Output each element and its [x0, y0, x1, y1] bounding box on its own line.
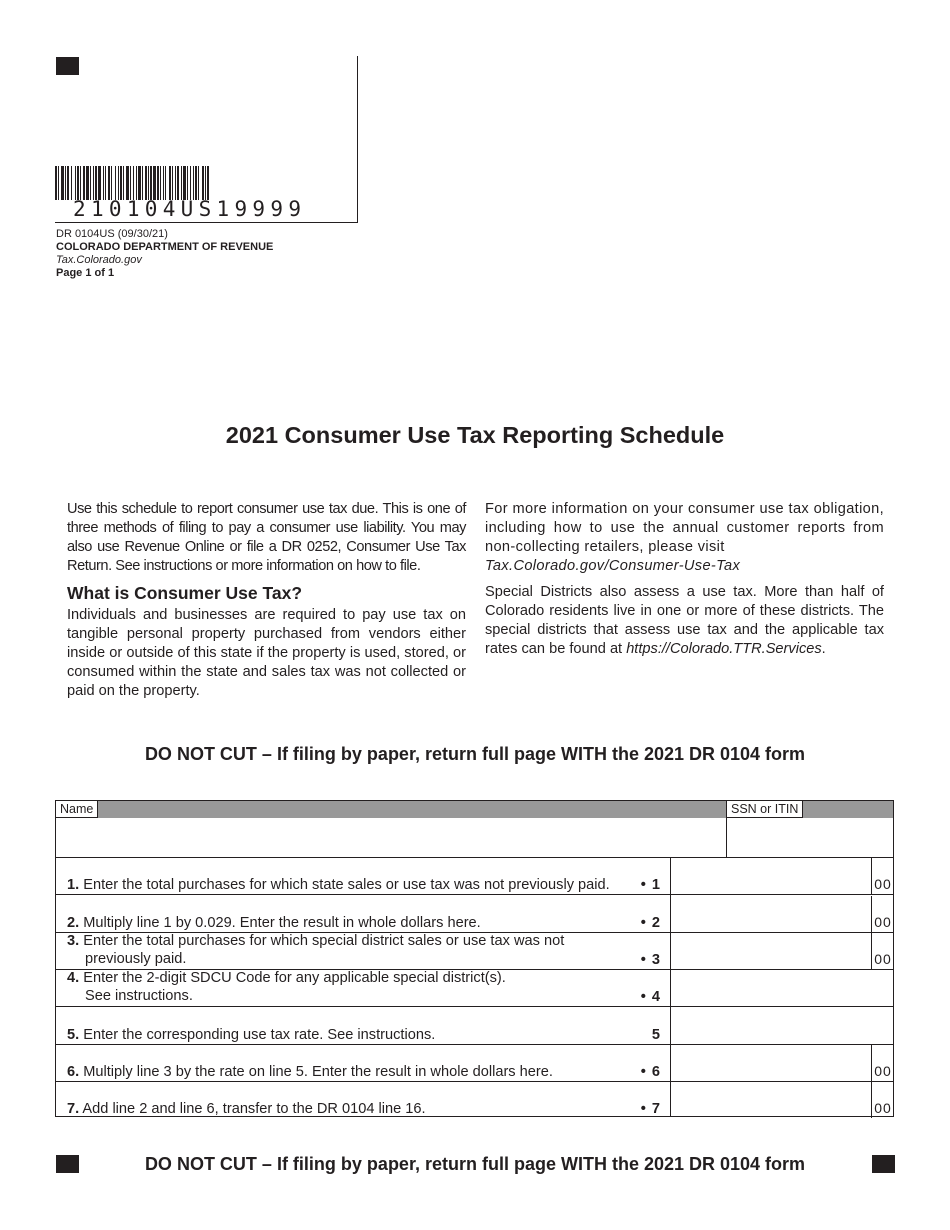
barcode-bar — [75, 166, 76, 200]
line-number: 5. — [67, 1027, 80, 1043]
reference-number: 6 — [651, 1064, 660, 1080]
line-text: Enter the total purchases for which state sales or use tax was not previously paid. — [83, 877, 610, 893]
barcode-bar — [115, 166, 116, 200]
barcode-bar — [190, 166, 191, 200]
barcode-bar — [145, 166, 147, 200]
reference-number: 3 — [651, 952, 660, 968]
barcode-bar — [142, 166, 143, 200]
barcode-bar — [93, 166, 94, 200]
barcode-bar — [111, 166, 112, 200]
barcode-bar — [148, 166, 149, 200]
cents-divider — [871, 858, 872, 894]
barcode-bar — [67, 166, 69, 200]
barcode-bar — [95, 166, 97, 200]
row-rule — [56, 1044, 893, 1045]
consumer-use-tax-link[interactable]: Tax.Colorado.gov/Consumer-Use-Tax — [485, 558, 741, 574]
sentence-end: . — [821, 641, 826, 657]
name-field[interactable] — [58, 820, 722, 855]
barcode-bar — [181, 166, 182, 200]
bullet-icon: • — [640, 915, 646, 931]
page-number: Page 1 of 1 — [56, 267, 115, 279]
line-4-reference — [616, 988, 660, 1006]
right-column — [485, 500, 884, 659]
barcode-bar — [187, 166, 188, 200]
special-districts-paragraph: Special Districts also assess a use tax. More than half of Colorado residents live in one or more of these districts. The special districts that assess use tax and the applicable tax rates can be found at — [485, 584, 884, 657]
barcode-bar — [175, 166, 176, 200]
cents-placeholder: 00 — [874, 876, 892, 892]
form-id: DR 0104US (09/30/21) — [56, 228, 168, 240]
line-text: Enter the total purchases for which special district sales or use tax was not — [83, 933, 565, 949]
bullet-icon: • — [640, 989, 646, 1005]
line-number: 2. — [67, 915, 80, 931]
barcode-bar — [163, 166, 164, 200]
barcode-bar — [183, 166, 186, 200]
barcode-bar — [77, 166, 79, 200]
barcode-bar — [165, 166, 166, 200]
barcode-bar — [198, 166, 199, 200]
cents-placeholder: 00 — [874, 951, 892, 967]
barcode-bar — [177, 166, 179, 200]
line-5-amount-field[interactable] — [674, 1009, 889, 1042]
barcode-bar — [136, 166, 137, 200]
line-5-reference — [616, 1026, 660, 1044]
line-text: Multiply line 3 by the rate on line 5. Enter the result in whole dollars here. — [83, 1064, 553, 1080]
barcode-bar — [90, 166, 91, 200]
barcode-bar — [123, 166, 124, 200]
reference-number: 2 — [651, 915, 660, 931]
line-number: 1. — [67, 877, 80, 893]
barcode-bar — [103, 166, 104, 200]
line-3-reference — [616, 951, 660, 969]
reference-number: 5 — [651, 1027, 660, 1043]
cents-divider — [871, 933, 872, 969]
barcode-bar — [133, 166, 134, 200]
ssn-field[interactable] — [730, 820, 890, 855]
line-2-amount-field[interactable] — [674, 897, 868, 930]
barcode-bar — [126, 166, 129, 200]
line-2-reference — [616, 914, 660, 932]
barcode-bar — [195, 166, 197, 200]
reference-number: 7 — [651, 1101, 660, 1117]
info-paragraph: For more information on your consumer use tax obligation, including how to use the annual customer reports from non-collecting retailers, please visit — [485, 501, 884, 555]
corner-rule-vertical — [357, 56, 358, 222]
barcode-bar — [172, 166, 173, 200]
name-label: Name — [56, 801, 98, 818]
left-column — [67, 500, 466, 701]
department-website: Tax.Colorado.gov — [56, 254, 142, 266]
line-1-description — [67, 876, 637, 894]
barcode-bar — [80, 166, 81, 200]
barcode-bar — [205, 166, 206, 200]
line-1-reference — [616, 876, 660, 894]
barcode-bar — [118, 166, 119, 200]
section-heading: What is Consumer Use Tax? — [67, 583, 303, 603]
line-text: Add line 2 and line 6, transfer to the DR 0104 line 16. — [82, 1101, 426, 1117]
line-4-amount-field[interactable] — [674, 971, 889, 1004]
header-bottom-rule — [56, 857, 893, 858]
barcode-bar — [98, 166, 101, 200]
row-rule — [56, 894, 893, 895]
barcode — [55, 166, 309, 200]
row-rule — [56, 1081, 893, 1082]
barcode-bar — [207, 166, 209, 200]
corner-rule-horizontal — [55, 222, 358, 223]
line-6-amount-field[interactable] — [674, 1046, 868, 1079]
cents-placeholder: 00 — [874, 1100, 892, 1116]
line-3-description — [67, 932, 637, 968]
department-name: COLORADO DEPARTMENT OF REVENUE — [56, 241, 274, 253]
line-text: Multiply line 1 by 0.029. Enter the result in whole dollars here. — [83, 915, 481, 931]
line-text: Enter the corresponding use tax rate. See instructions. — [83, 1027, 436, 1043]
bullet-icon: • — [640, 1064, 646, 1080]
line-1-amount-field[interactable] — [674, 859, 868, 892]
barcode-bar — [138, 166, 141, 200]
cents-divider — [871, 1045, 872, 1081]
bullet-icon: • — [640, 952, 646, 968]
bullet-icon: • — [640, 1101, 646, 1117]
barcode-bar — [86, 166, 89, 200]
line-4-description — [67, 969, 637, 1005]
line-text-continued: previously paid. — [85, 951, 187, 967]
row-rule — [56, 1006, 893, 1007]
line-7-amount-field[interactable] — [674, 1083, 868, 1116]
barcode-bar — [169, 166, 171, 200]
reference-number: 4 — [651, 989, 660, 1005]
registration-mark-top — [56, 57, 79, 75]
cents-divider — [871, 896, 872, 932]
barcode-bar — [61, 166, 64, 200]
line-6-reference — [616, 1063, 660, 1081]
amount-column-divider — [670, 857, 671, 1116]
barcode-bar — [202, 166, 204, 200]
do-not-cut-notice-bottom: DO NOT CUT – If filing by paper, return full page WITH the 2021 DR 0104 form — [144, 1154, 806, 1174]
barcode-bar — [105, 166, 106, 200]
line-number: 7. — [67, 1101, 80, 1117]
line-6-description — [67, 1063, 637, 1081]
reference-number: 1 — [651, 877, 660, 893]
barcode-bar — [83, 166, 85, 200]
line-text-continued: See instructions. — [85, 988, 193, 1004]
line-number: 3. — [67, 933, 80, 949]
definition-paragraph: Individuals and businesses are required to pay use tax on tangible personal property purchased from vendors either inside or outside of this state if the property is used, stored, or consumed within the state and sales tax was not collected or paid on the property. — [67, 607, 466, 699]
barcode-bar — [71, 166, 72, 200]
cents-divider — [871, 1082, 872, 1118]
barcode-bar — [130, 166, 131, 200]
cents-placeholder: 00 — [874, 914, 892, 930]
barcode-bar — [193, 166, 194, 200]
line-number: 6. — [67, 1064, 80, 1080]
do-not-cut-notice-top: DO NOT CUT – If filing by paper, return full page WITH the 2021 DR 0104 form — [144, 744, 806, 764]
page-title: 2021 Consumer Use Tax Reporting Schedule — [225, 422, 725, 448]
intro-paragraph: Use this schedule to report consumer use tax due. This is one of three methods of filing to pay a consumer use liability. You may also use Revenue Online or file a DR 0252, Consumer Use Tax Return. See instructions or more information on how to file. — [67, 501, 466, 574]
line-7-description — [67, 1100, 637, 1118]
cents-placeholder: 00 — [874, 1063, 892, 1079]
barcode-bar — [65, 166, 66, 200]
line-number: 4. — [67, 970, 80, 986]
barcode-bar — [108, 166, 110, 200]
bullet-icon: • — [640, 877, 646, 893]
barcode-bar — [153, 166, 156, 200]
barcode-number: 210104US19999 — [73, 197, 307, 221]
barcode-bar — [157, 166, 159, 200]
line-text: Enter the 2-digit SDCU Code for any applicable special district(s). — [83, 970, 506, 986]
barcode-bar — [58, 166, 59, 200]
ssn-label: SSN or ITIN — [726, 801, 803, 818]
line-3-amount-field[interactable] — [674, 934, 868, 967]
line-5-description — [67, 1026, 637, 1044]
line-2-description — [67, 914, 637, 932]
name-ssn-divider — [726, 801, 727, 857]
barcode-bar — [160, 166, 161, 200]
ttr-services-link[interactable]: https://Colorado.TTR.Services — [626, 641, 822, 657]
tax-schedule-form — [55, 800, 894, 1117]
barcode-bar — [55, 166, 57, 200]
line-7-reference — [616, 1100, 660, 1118]
barcode-bar — [120, 166, 122, 200]
barcode-bar — [150, 166, 152, 200]
